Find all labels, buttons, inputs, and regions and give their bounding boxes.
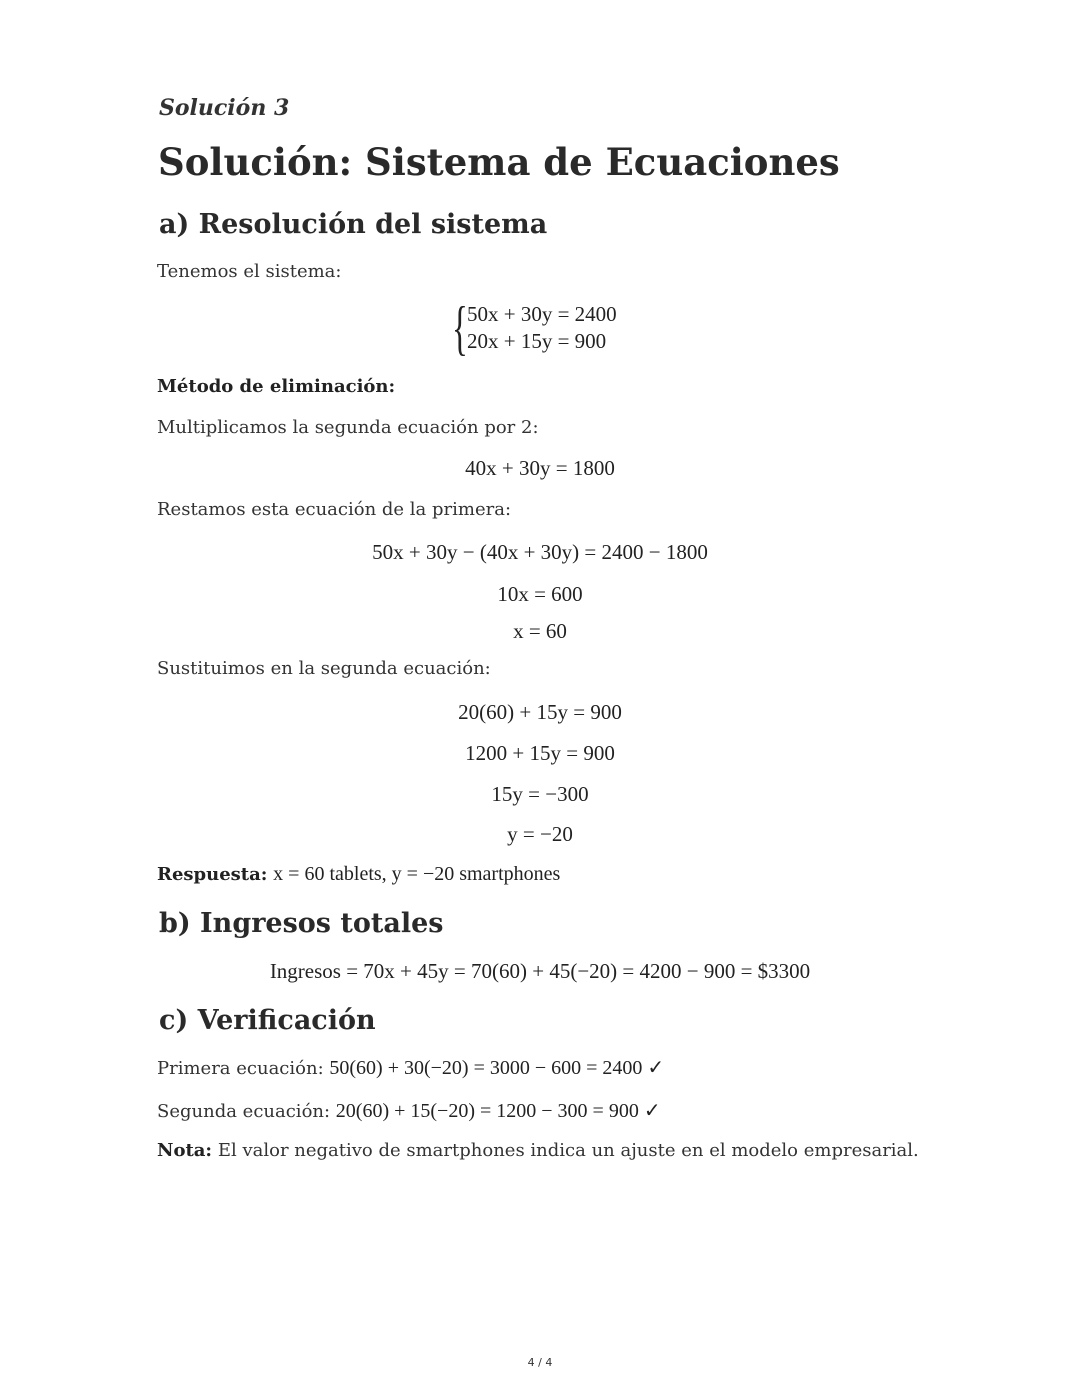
step2-equation-2: 10x = 600 <box>497 582 583 606</box>
system-equation-1: 50x + 30y = 2400 <box>467 302 617 326</box>
check-2-equation: 20(60) + 15(−20) = 1200 − 300 = 900 ✓ <box>335 1100 661 1122</box>
step3-equation-3: 15y = −300 <box>491 782 589 806</box>
step3-text: Sustituimos en la segunda ecuación: <box>157 658 491 679</box>
page-number: 4 / 4 <box>527 1356 553 1369</box>
note-text: El valor negativo de smartphones indica un ajuste en el modelo empresarial. <box>217 1140 919 1161</box>
check-1-equation: 50(60) + 30(−20) = 3000 − 600 = 2400 ✓ <box>329 1057 665 1079</box>
step1-equation: 40x + 30y = 1800 <box>465 456 615 480</box>
step2-equation-1: 50x + 30y − (40x + 30y) = 2400 − 1800 <box>372 540 708 564</box>
revenue-equation: Ingresos = 70x + 45y = 70(60) + 45(−20) = 4200 − 900 = $3300 <box>269 959 811 983</box>
check-1 <box>157 1055 664 1080</box>
step2-text: Restamos esta ecuación de la primera: <box>157 499 512 520</box>
section-b-heading: b) Ingresos totales <box>159 908 444 939</box>
note-label: Nota: <box>157 1140 213 1161</box>
equation-system <box>452 295 672 362</box>
header-label: Solución 3 <box>159 95 290 121</box>
step2-equation-3: x = 60 <box>513 619 567 643</box>
step3-equation-1: 20(60) + 15y = 900 <box>458 700 622 724</box>
check-2 <box>157 1098 661 1123</box>
answer-text: x = 60 tablets, y = −20 smartphones <box>273 863 561 885</box>
section-a-heading: a) Resolución del sistema <box>159 209 548 240</box>
brace-icon: { <box>452 295 468 361</box>
answer-label: Respuesta: <box>157 864 268 885</box>
method-label: Método de eliminación: <box>157 376 396 397</box>
check-1-label: Primera ecuación: <box>157 1058 324 1079</box>
system-equation-2: 20x + 15y = 900 <box>467 329 607 353</box>
page-title: Solución: Sistema de Ecuaciones <box>158 140 840 184</box>
section-c-heading: c) Verificación <box>159 1005 376 1036</box>
note <box>157 1140 919 1161</box>
step3-equation-2: 1200 + 15y = 900 <box>465 741 615 765</box>
section-a-intro: Tenemos el sistema: <box>157 261 342 282</box>
step1-text: Multiplicamos la segunda ecuación por 2: <box>157 417 539 438</box>
answer-line <box>157 863 560 886</box>
step3-equation-4: y = −20 <box>507 822 573 846</box>
check-2-label: Segunda ecuación: <box>157 1101 331 1122</box>
